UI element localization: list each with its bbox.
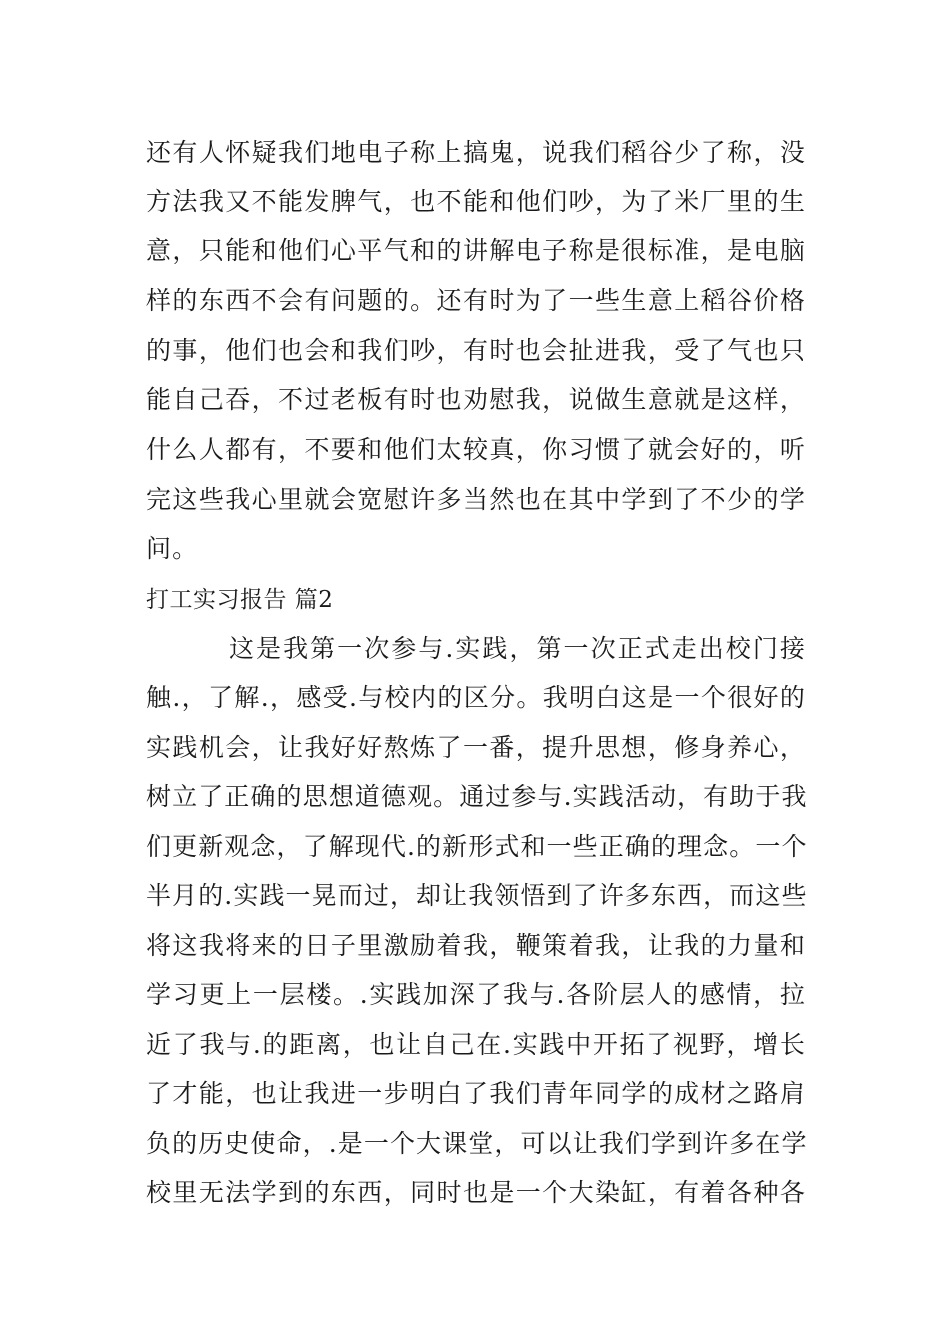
paragraph-line: 近了我与.的距离，也让自己在.实践中开拓了视野，增长 [146,1030,806,1059]
paragraph-line: 半月的.实践一晃而过，却让我领悟到了许多东西，而这些 [146,881,808,910]
paragraph-line: 校里无法学到的东西，同时也是一个大染缸，有着各种各 [146,1178,806,1207]
paragraph-line: 样的东西不会有问题的。还有时为了一些生意上稻谷价格 [146,286,806,315]
paragraph-line: 触.，了解.，感受.与校内的区分。我明白这是一个很好的 [146,683,806,712]
paragraph-line: 方法我又不能发脾气，也不能和他们吵，为了米厂里的生 [146,187,806,216]
paragraph-line: 这是我第一次参与.实践，第一次正式走出校门接 [229,634,806,663]
paragraph-line: 树立了正确的思想道德观。通过参与.实践活动，有助于我 [146,782,808,811]
paragraph-line: 能自己吞，不过老板有时也劝慰我，说做生意就是这样， [146,385,806,414]
paragraph-line: 们更新观念，了解现代.的新形式和一些正确的理念。一个 [146,832,808,861]
paragraph-line: 将这我将来的日子里激励着我，鞭策着我，让我的力量和 [146,931,806,960]
section-heading: 打工实习报告 篇2 [146,587,334,613]
paragraph-line: 什么人都有，不要和他们太较真，你习惯了就会好的，听 [146,435,806,464]
paragraph-line: 的事，他们也会和我们吵，有时也会扯进我，受了气也只 [146,336,806,365]
paragraph-line: 问。 [146,534,199,563]
paragraph-line: 了才能，也让我进一步明白了我们青年同学的成材之路肩 [146,1079,806,1108]
paragraph-line: 还有人怀疑我们地电子称上搞鬼，说我们稻谷少了称，没 [146,138,806,167]
paragraph-line: 完这些我心里就会宽慰许多当然也在其中学到了不少的学 [146,485,806,514]
paragraph-line: 学习更上一层楼。.实践加深了我与.各阶层人的感情，拉 [146,980,806,1009]
paragraph-line: 负的历史使命，.是一个大课堂，可以让我们学到许多在学 [146,1129,808,1158]
paragraph-line: 意，只能和他们心平气和的讲解电子称是很标准，是电脑 [146,236,806,265]
paragraph-line: 实践机会，让我好好熬炼了一番，提升思想，修身养心， [146,733,806,762]
